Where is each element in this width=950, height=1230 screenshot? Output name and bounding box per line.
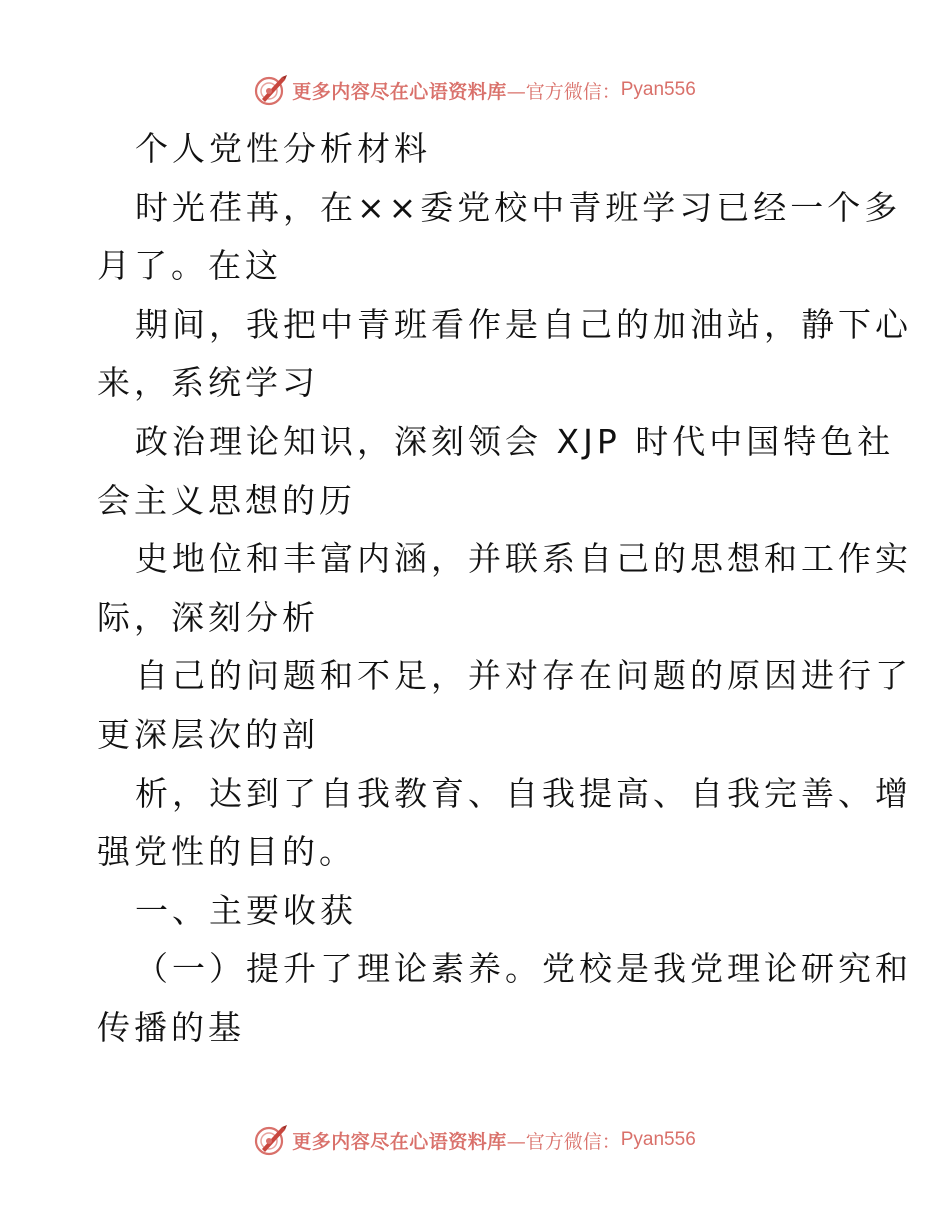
text-line: 期间，我把中青班看作是自己的加油站，静下心 xyxy=(135,304,912,344)
text-line: 时光荏苒，在××委党校中青班学习已经一个多 xyxy=(135,187,902,227)
text-line: 自己的问题和不足，并对存在问题的原因进行了 xyxy=(135,656,912,696)
paragraph-lines xyxy=(97,179,912,1058)
text-line: 月了。在这 xyxy=(97,246,282,286)
quill-logo-icon xyxy=(254,73,288,107)
watermark-text: 更多内容尽在心语资料库 xyxy=(292,80,507,103)
text-line: 更深层次的剖 xyxy=(97,714,319,754)
text-line: 一、主要收获 xyxy=(135,890,357,930)
text-line: 强党性的目的。 xyxy=(97,832,356,872)
watermark-handle: Pyan556 xyxy=(620,79,696,100)
text-line: 际，深刻分析 xyxy=(97,597,319,637)
text-line: 史地位和丰富内涵，并联系自己的思想和工作实 xyxy=(135,539,912,579)
watermark-separator: —官方微信： xyxy=(506,1130,621,1153)
watermark-handle: Pyan556 xyxy=(620,1129,696,1150)
watermark-footer xyxy=(0,1120,950,1160)
text-line: （一）提升了理论素养。党校是我党理论研究和 xyxy=(135,949,912,989)
text-line: 析，达到了自我教育、自我提高、自我完善、增 xyxy=(135,773,912,813)
text-line: 会主义思想的历 xyxy=(97,480,356,520)
document-body xyxy=(97,120,912,1058)
text-line: 政治理论知识，深刻领会 XJP 时代中国特色社 xyxy=(135,421,895,461)
watermark-separator: —官方微信： xyxy=(506,80,621,103)
text-line: 来，系统学习 xyxy=(97,363,319,403)
watermark-text: 更多内容尽在心语资料库 xyxy=(292,1130,507,1153)
document-title: 个人党性分析材料 xyxy=(135,129,431,168)
quill-logo-icon xyxy=(254,1123,288,1157)
text-line: 传播的基 xyxy=(97,1007,245,1047)
watermark-header xyxy=(0,70,950,110)
